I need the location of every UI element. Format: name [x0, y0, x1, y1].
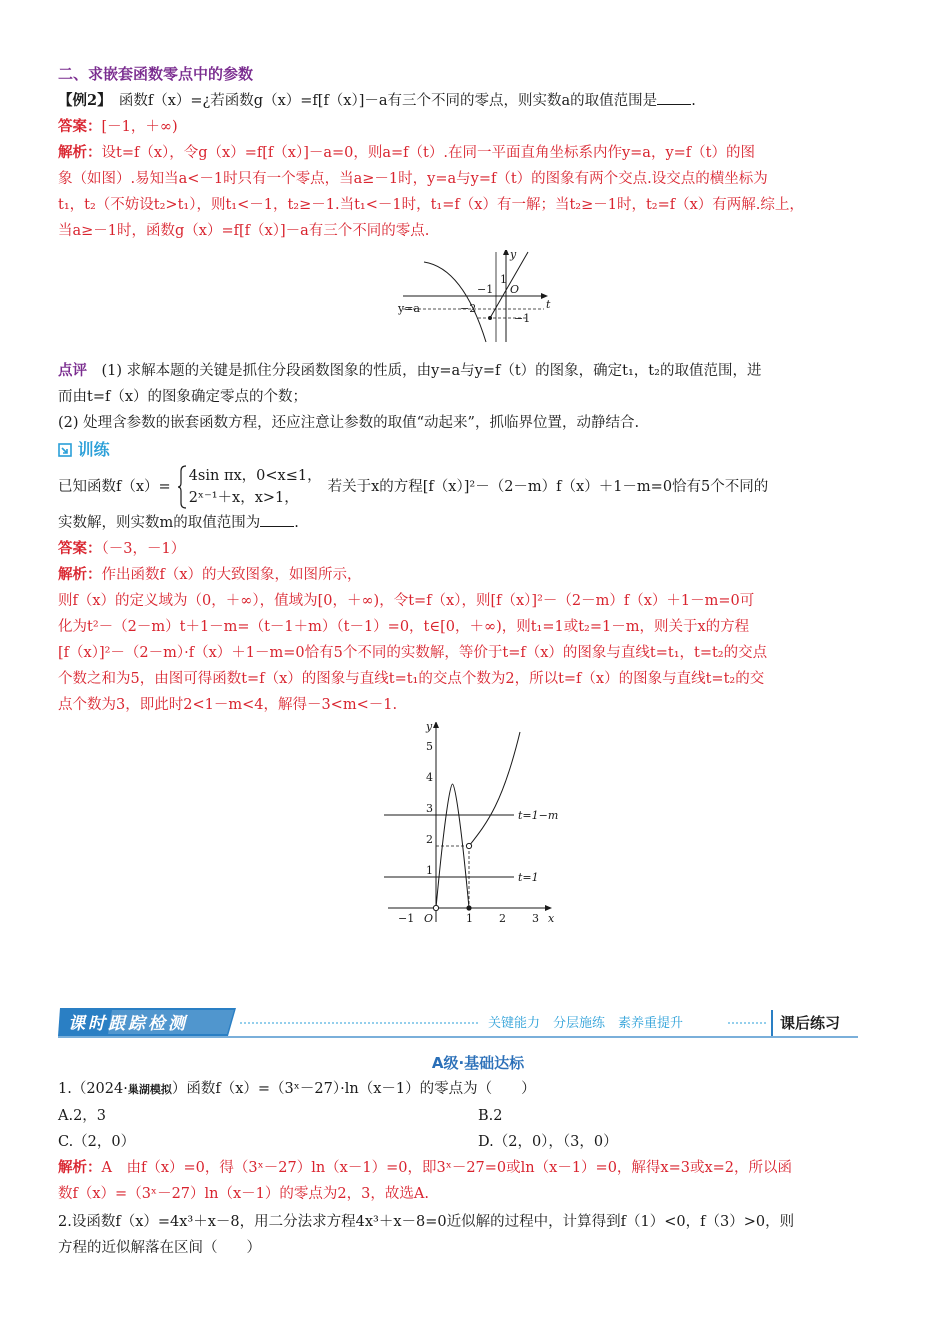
banner-middle-text: 关键能力 分层施练 素养重提升: [488, 1016, 684, 1031]
section-title: 二、求嵌套函数零点中的参数: [58, 65, 254, 83]
curve-left: [424, 262, 486, 342]
q2-line: 方程的近似解落在区间（ ）: [58, 1240, 261, 1256]
q1-options-row: [58, 1103, 898, 1129]
training-icon: [58, 443, 72, 457]
section-banner: [58, 1006, 858, 1038]
label-neg1-right: −1: [514, 312, 531, 325]
label-O: O: [424, 912, 434, 925]
page-content: [58, 62, 898, 934]
open-point-origin: [433, 905, 438, 910]
q1-option-b[interactable]: B.2: [478, 1108, 503, 1124]
open-point-1-2: [466, 843, 471, 848]
tick-label-y5: 5: [426, 740, 433, 753]
example-question-text: 函数f（x）=¿若函数g（x）=f[f（x）]－a有三个不同的零点，则实数a的取值范围是: [104, 93, 658, 109]
label-t: t: [546, 298, 551, 311]
figure-ya-ft: [58, 250, 898, 356]
label-neg2: −2: [460, 302, 477, 315]
q1-stem-a: 1.（2024·: [58, 1081, 128, 1097]
analysis-label: 解析：: [58, 567, 102, 583]
brace-icon: [177, 465, 187, 509]
comment-line: 而由t=f（x）的图象确定零点的个数；: [58, 389, 308, 405]
answer-value: （－3，－1）: [101, 541, 186, 557]
analysis-line: 当a≥－1时，函数g（x）=f[f（x）]－a有三个不同的零点.: [58, 223, 430, 239]
question-end: .: [691, 93, 696, 109]
label-one: 1: [500, 273, 507, 286]
piecewise-function: [177, 465, 322, 509]
training-q-prefix: 已知函数f（x）=: [58, 479, 171, 495]
tick-label-y1: 1: [426, 864, 433, 877]
question-end: .: [294, 515, 299, 531]
comment-line: [58, 358, 898, 384]
training-q-line2: 实数解，则实数m的取值范围为: [58, 515, 261, 531]
analysis-line: 化为t²－（2－m）t＋1－m=（t－1＋m）（t－1）=0，t∈[0，＋∞)，则t₁=1或t₂=1－m，则关于x的方程: [58, 619, 750, 635]
example-question: [58, 88, 898, 114]
solid-point-1-0: [466, 905, 471, 910]
analysis-line: 作出函数f（x）的大致图象，如图所示，: [101, 567, 362, 583]
analysis-line: 点个数为3，即此时2<1－m<4，解得－3<m<－1.: [58, 697, 398, 713]
exp-curve: [469, 732, 520, 846]
label-y: y: [510, 250, 517, 261]
open-point: [488, 316, 492, 320]
training-answer: [58, 536, 898, 562]
q1-option-c[interactable]: C.（2，0）: [58, 1134, 136, 1150]
tick-label-y2: 2: [426, 833, 433, 846]
analysis-line: 象（如图）.易知当a<－1时只有一个零点，当a≥－1时，y=a与y=f（t）的图象有两个交点.设交点的横坐标为: [58, 171, 768, 187]
analysis-line: [f（x）]²－（2－m）·f（x）＋1－m=0恰有5个不同的实数解，等价于t=f（x）的图象与直线t=t₁，t=t₂的交点: [58, 645, 768, 661]
tick-label-x1: 1: [466, 912, 473, 925]
answer-blank: [260, 512, 294, 527]
banner-left-text: 课时跟踪检测: [68, 1014, 188, 1034]
piece-2: 2ˣ⁻¹＋x，x>1，: [188, 490, 299, 506]
q1-analysis: [58, 1155, 898, 1207]
analysis-line: A 由f（x）=0，得（3ˣ－27）ln（x－1）=0，即3ˣ－27=0或ln（x－1）=0，解得x=3或x=2，所以函: [101, 1160, 793, 1176]
analysis-label: 解析：: [58, 1160, 102, 1176]
analysis-line: t₁，t₂（不妨设t₂>t₁），则t₁<－1，t₂≥－1.当t₁<－1时，t₁=f（x）有一解；当t₂≥－1时，t₂=f（x）有两解.综上，: [58, 197, 804, 213]
tick-label-xneg1: −1: [398, 912, 415, 925]
x-axis-arrow: [545, 905, 552, 911]
example-tag: 【例2】: [58, 92, 105, 109]
label-O: O: [510, 283, 520, 296]
q2-line: 2.设函数f（x）=4x³＋x－8，用二分法求方程4x³＋x－8=0近似解的过程中，计算得到f（1）<0，f（3）>0，则: [58, 1214, 795, 1230]
training-question: [58, 464, 898, 510]
training-analysis: [58, 562, 898, 718]
analysis-line: 数f（x）=（3ˣ－27）ln（x－1）的零点为2，3，故选A.: [58, 1186, 429, 1202]
q1-option-a[interactable]: A.2，3: [58, 1108, 107, 1124]
tick-label-x2: 2: [499, 912, 506, 925]
label-t-1: t=1: [518, 871, 539, 884]
label-y: y: [426, 722, 433, 733]
q1-stem: [58, 1076, 898, 1103]
answer-blank: [657, 90, 691, 105]
y-axis-arrow: [503, 250, 509, 255]
comment-label: 点评: [58, 363, 87, 379]
tick-label-x3: 3: [532, 912, 539, 925]
piece-1: 4sin πx，0<x≤1，: [188, 468, 322, 484]
training-title: [58, 436, 898, 464]
answer-value: [－1，＋∞): [101, 119, 178, 135]
label-neg1-top: −1: [477, 283, 494, 296]
q1-stem-b: ）函数f（x）=（3ˣ－27）·ln（x－1）的零点为（ ）: [171, 1081, 536, 1097]
example-answer: [58, 114, 898, 140]
label-x: x: [548, 912, 555, 925]
analysis-label: 解析：: [58, 145, 102, 161]
training-question-2: [58, 510, 898, 536]
tick-label-y4: 4: [426, 771, 433, 784]
q1-options-row: [58, 1129, 898, 1155]
q1-option-d[interactable]: D.（2，0），（3，0）: [478, 1134, 618, 1150]
example-analysis: [58, 140, 898, 244]
answer-label: 答案：: [58, 541, 102, 557]
comment-text: (1) 求解本题的关键是抓住分段函数图象的性质，由y=a与y=f（t）的图象，确定t₁，t₂的取值范围，进: [87, 363, 762, 379]
figure-tfx: [58, 722, 898, 934]
y-axis-arrow: [433, 722, 439, 728]
analysis-line: 个数之和为5，由图可得函数t=f（x）的图象与直线t=t₁的交点个数为2，所以t=f（x）的图象与直线t=t₂的交: [58, 671, 765, 687]
analysis-line: 设t=f（x），令g（x）=f[f（x）]－a=0，则a=f（t）.在同一平面直角坐标系内作y=a，y=f（t）的图: [101, 145, 755, 161]
exercise-section: [58, 1050, 898, 1261]
comment-line: (2) 处理含参数的嵌套函数方程，还应注意让参数的取值“动起来”，抓临界位置，动静结合.: [58, 415, 640, 431]
training-title-text: 训练: [77, 440, 110, 459]
analysis-line: 则f（x）的定义域为（0，＋∞），值域为[0，＋∞)，令t=f（x），则[f（x）]²－（2－m）f（x）＋1－m=0可: [58, 593, 755, 609]
q1-source: 巢湖模拟: [127, 1083, 172, 1096]
level-a-title: A级·基础达标: [431, 1054, 525, 1072]
banner-right-text: 课后练习: [780, 1014, 841, 1032]
label-t-1-m: t=1−m: [518, 809, 559, 822]
answer-label: 答案：: [58, 119, 102, 135]
training-q-suffix: 若关于x的方程[f（x）]²－（2－m）f（x）＋1－m=0恰有5个不同的: [327, 479, 769, 495]
label-ya: y=a: [398, 302, 420, 315]
tick-label-y3: 3: [426, 802, 433, 815]
